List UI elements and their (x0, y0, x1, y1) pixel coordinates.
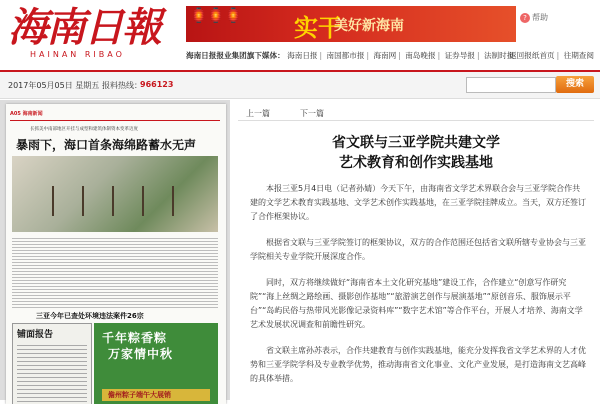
banner-slogan: 美好新海南 (334, 18, 404, 34)
page-zongzi-ad[interactable] (94, 323, 218, 404)
article-paragraph: 省文联主席孙苏表示，合作共建教育与创作实践基地，能充分发挥我省文学艺术界的人才优势和三亚学院学科及专业教学优势，推动海南省文化事业、文化产业发展，是打造海南文艺高峰的具体举措。 (250, 346, 586, 383)
site-header (0, 0, 600, 70)
page-headline[interactable]: 暴雨下，海口首条海绵路蓄水无声 (16, 138, 197, 152)
page-subheadline[interactable]: 三亚今年已查处环境违法案件26宗 (36, 312, 144, 320)
logo-chinese: 海南日報 (8, 4, 160, 51)
help-icon: ? (520, 13, 530, 23)
newspaper-page-image[interactable] (6, 104, 226, 404)
page-report-box[interactable] (12, 323, 92, 404)
next-article-link[interactable]: 下一篇 (300, 109, 324, 118)
nav-item-securities[interactable]: 证券导报 (444, 51, 475, 60)
hotline-label: 报料热线： (102, 81, 142, 90)
page-text-columns (12, 236, 218, 308)
page-masthead (10, 110, 220, 121)
help-link[interactable] (520, 12, 548, 23)
current-date: 2017年05月05日 星期五 (8, 81, 100, 90)
archive-link[interactable]: 往期查阅 (563, 51, 594, 60)
article-paragraph: 根据省文联与三亚学院签订的框架协议，双方的合作范围还包括省文联所辖专业协会与三亚学院相关专业学院开展深度合作。 (250, 238, 586, 261)
nav-item-hainan-net[interactable]: 海南网 (373, 51, 397, 60)
media-navbar: 海南日报报业集团旗下媒体： 海南日报 | 南国都市报 | 海南网 | 南岛晚报 | 证券导报 | 法制时报 返回报纸首页 | 往期查阅 (186, 51, 594, 60)
navbar-lead: 海南日报报业集团旗下媒体： (186, 51, 285, 60)
hotline-number: 966123 (140, 80, 174, 89)
article-title-line-1: 省文联与三亚学院共建文学 (332, 135, 500, 151)
banner-slogan-big: 实干 (294, 13, 342, 42)
search-button[interactable]: 搜索 (556, 76, 594, 93)
ad-strip (102, 389, 210, 401)
article-pager (238, 104, 594, 121)
nav-item-nandao-evening[interactable]: 南岛晚报 (405, 51, 436, 60)
page-section-label: A05 海南新闻 (10, 111, 43, 117)
page-preview-panel (0, 100, 230, 400)
lantern-icon: 🏮🏮🏮 (190, 8, 243, 24)
article-paragraph: 同时，双方将继续做好“海南省本土文化研究基地”建设工作，合作建立“创意写作研究院”“海上丝绸之路绘画、摄影创作基地”“旅游演艺创作与展演基地”“原创音乐、服饰展示平台”“岛屿民俗与热带风光影像记录资料库”“数字艺术馆”等合作平台，开展人才培养、海南文学艺术发展状况调查和前瞻性研究。 (250, 278, 583, 329)
ad-slogan-1: 千年粽香粽 (102, 331, 168, 345)
prev-article-link[interactable]: 上一篇 (246, 109, 270, 118)
report-box-title: 铺面报告 (17, 330, 54, 340)
article-panel (238, 100, 600, 400)
page-photo[interactable] (12, 156, 218, 232)
nav-item-hainan-daily[interactable]: 海南日报 (287, 51, 318, 60)
top-banner-ad[interactable] (186, 6, 516, 42)
site-logo[interactable] (8, 6, 168, 64)
info-bar (0, 72, 600, 99)
back-to-home-link[interactable]: 返回报纸首页 (509, 51, 555, 60)
page-kicker: 长抓美中南部地区开挂与成型和建筑体制资本变革迈度 (30, 127, 138, 132)
logo-english: HAINAN RIBAO (30, 50, 125, 59)
article-paragraph: 本报三亚5月4日电（记者孙婧）今天下午，由海南省文学艺术界联合会与三亚学院合作共建的文学艺术教育实践基地、文学艺术创作实践基地，在三亚学院挂牌成立。当天，双方还签订了合作框架协议。 (250, 184, 586, 221)
ad-slogan-2: 万家情中秋 (108, 347, 174, 361)
nav-item-legal-times[interactable]: 法制时报 (483, 51, 515, 60)
article-title-line-2: 艺术教育和创作实践基地 (339, 155, 493, 171)
nav-item-nanguo-metro[interactable]: 南国都市报 (326, 51, 365, 60)
help-label: 帮助 (532, 13, 548, 22)
navbar-right: 返回报纸首页 | 往期查阅 (509, 51, 594, 60)
search-input[interactable] (466, 77, 556, 93)
ad-strip-text: 儋州粽子端午大展销 (108, 391, 171, 399)
